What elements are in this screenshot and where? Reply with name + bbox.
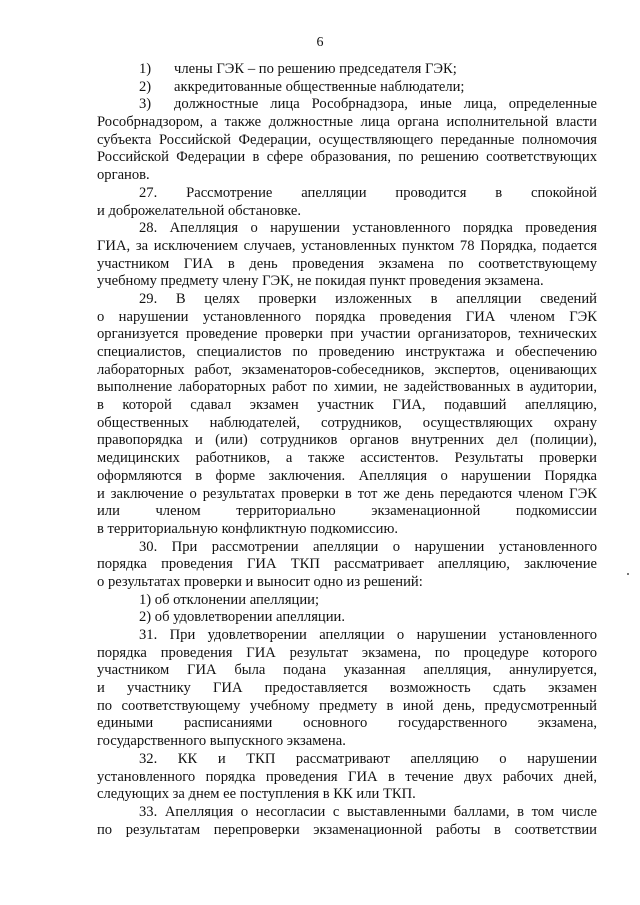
text-line: в территориальную конфликтную подкомиссию. (97, 520, 399, 537)
list-marker: 2) (139, 78, 152, 95)
text-line: специалистов, специалистов по проведению инструктажа и обеспечению (97, 344, 597, 360)
text-line: ГИА, за исключением случаев, установленных пунктом 78 Порядка, подается (97, 237, 597, 254)
text-line: субъекта Российской Федерации, осуществляющего переданные полномочия (97, 131, 597, 148)
list-item-3 (97, 96, 597, 114)
list-text: аккредитованные общественные наблюдатели; (174, 78, 465, 95)
document-body (97, 61, 597, 839)
list-item-2 (97, 79, 597, 97)
text-line: Российской Федерации в сфере образования, по решению соответствующих (97, 149, 597, 166)
paragraph-28-start: 28. Апелляция о нарушении установленного порядка проведения (139, 220, 597, 237)
text-line: участником ГИА в день проведения экзамена по соответствующему (97, 255, 597, 272)
text-line: оформляются в форме заключения. Апелляция о нарушении Порядка (97, 467, 597, 484)
decision-option-1: 1) об отклонении апелляции; (139, 591, 320, 608)
text-line: о нарушении установленного порядка проведения ГИА членом ГЭК (97, 308, 597, 325)
text-line: в которой сдавал экзамен участник ГИА, подавший апелляцию, (97, 397, 597, 414)
paragraph-27-start: 27. Рассмотрение апелляции проводится в спокойной (139, 184, 597, 201)
scan-speck (627, 573, 629, 575)
text-line: едиными расписаниями основного государственного экзамена, (97, 715, 597, 732)
paragraph-31-start: 31. При удовлетворении апелляции о нарушении установленного (139, 627, 597, 643)
list-marker: 3) (139, 96, 152, 113)
text-line: или членом территориально экзаменационной подкомиссии (97, 503, 597, 520)
text-line: и заключение о результатах проверки в тот же день передаются членом ГЭК (97, 485, 597, 502)
text-line: государственного выпускного экзамена. (97, 733, 346, 750)
text-line: учебному предмету члену ГЭК, не покидая пункт проведения экзамена. (97, 273, 544, 290)
text-line: организуется проведение проверки при участии организаторов, технических (97, 326, 597, 343)
text-line: лабораторных работ, экзаменаторов-собеседников, экспертов, оценивающих (97, 361, 597, 378)
list-item-1 (97, 61, 597, 79)
text-line: правопорядка и (или) сотрудников органов внутренних дел (полиции), (97, 432, 597, 449)
paragraph-33-start: 33. Апелляция о несогласии с выставленными баллами, в том числе (139, 803, 597, 820)
paragraph-30-start: 30. При рассмотрении апелляции о нарушении установленного (139, 538, 597, 555)
list-text: члены ГЭК – по решению председателя ГЭК; (174, 61, 457, 77)
paragraph-29-start: 29. В целях проверки изложенных в апелляции сведений (139, 290, 597, 307)
list-marker: 1) (139, 61, 152, 77)
text-line: порядка проведения ГИА результат экзамена, по процедуре которого (97, 644, 597, 661)
text-line: Рособрнадзором, а также должностные лица органа исполнительной власти (97, 114, 597, 131)
text-line: по соответствующему учебному предмету в иной день, предусмотренный (97, 697, 597, 714)
decision-option-2: 2) об удовлетворении апелляции. (139, 609, 345, 626)
paragraph-32-start: 32. КК и ТКП рассматривают апелляцию о нарушении (139, 750, 597, 767)
text-line: по результатам перепроверки экзаменационной работы в соответствии (97, 821, 597, 838)
text-line: участником ГИА была подана указанная апелляция, аннулируется, (97, 662, 597, 679)
text-line: порядка проведения ГИА ТКП рассматривает апелляцию, заключение (97, 556, 597, 573)
page-number: 6 (316, 35, 324, 50)
text-line: органов. (97, 167, 150, 184)
list-text: должностные лица Рособрнадзора, иные лица, определенные (174, 96, 597, 113)
text-line: и доброжелательной обстановке. (97, 202, 302, 219)
text-line: выполнение лабораторных работ по химии, не задействованных в аудитории, (97, 379, 597, 396)
text-line: и участнику ГИА предоставляется возможность сдать экзамен (97, 680, 597, 697)
text-line: следующих за днем ее поступления в КК или ТКП. (97, 786, 416, 803)
text-line: о результатах проверки и выносит одно из решений: (97, 573, 423, 590)
text-line: медицинских работников, а также ассистентов. Результаты проверки (97, 450, 597, 467)
text-line: общественных наблюдателей, сотрудников, осуществляющих охрану (97, 414, 597, 431)
text-line: установленного порядка проведения ГИА в течение двух рабочих дней, (97, 768, 597, 785)
